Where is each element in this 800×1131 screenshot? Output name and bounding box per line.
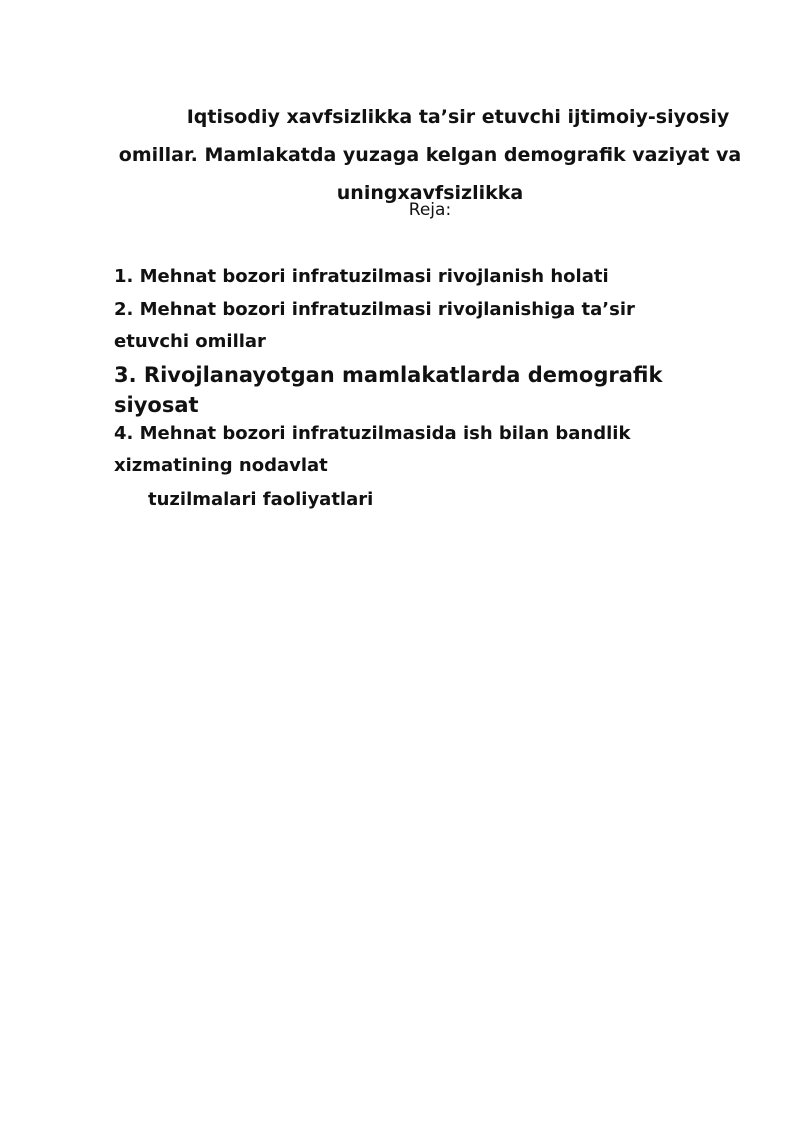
title-line-2: omillar. Mamlakatda yuzaga kelgan demografik vaziyat va	[118, 144, 742, 166]
plan-item-2: 2. Mehnat bozori infratuzilmasi rivojlanishiga ta’sir etuvchi omillar	[114, 299, 635, 352]
plan-heading: Reja:	[408, 200, 452, 220]
title-line-3: uningxavfsizlikka	[336, 182, 524, 204]
plan-item-4-continuation: tuzilmalari faoliyatlari	[148, 489, 374, 510]
plan-item-4: 4. Mehnat bozori infratuzilmasida ish bilan bandlik xizmatining nodavlat	[114, 423, 631, 476]
plan-item-3: 3. Rivojlanayotgan mamlakatlarda demografik siyosat	[114, 363, 663, 417]
document-title	[110, 98, 750, 212]
plan-item-1: 1. Mehnat bozori infratuzilmasi rivojlanish holati	[114, 266, 609, 287]
title-line-1: Iqtisodiy xavfsizlikka ta’sir etuvchi ijtimoiy-siyosiy	[186, 106, 730, 128]
